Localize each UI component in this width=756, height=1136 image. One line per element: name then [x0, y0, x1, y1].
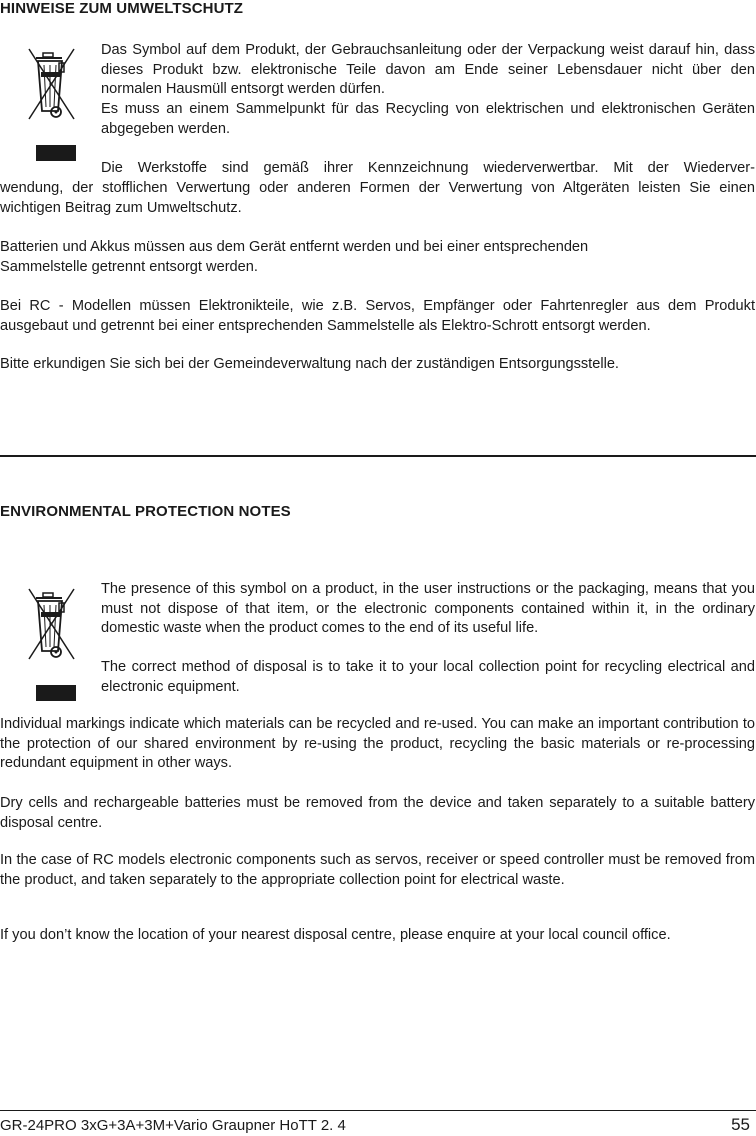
german-paragraph-3-rest: wendung, der stofflichen Verwertung oder anderen Formen der Verwertung von Altgeräten leisten Sie einen wichtigen Beitrag zum Umweltschutz.	[0, 180, 755, 216]
german-paragraph-5: Bei RC - Modellen müssen Elektronikteile, wie z.B. Servos, Empfänger oder Fahrtenregler aus dem Produkt ausgebaut und getrennt bei einer entsprechenden Sammelstelle als Elektro-Schrott entsorgt werden.	[0, 298, 755, 334]
weee-bin-icon	[28, 583, 76, 688]
german-paragraph-4-line-2: Sammelstelle getrennt entsorgt werden.	[0, 259, 258, 275]
german-paragraph-6: Bitte erkundigen Sie sich bei der Gemeindeverwaltung nach der zuständigen Entsorgungsstelle.	[0, 356, 619, 372]
weee-bar-mark	[36, 145, 76, 161]
german-paragraph-2: Es muss an einem Sammelpunkt für das Recycling von elektrischen und elektronischen Geräten abgegeben werden.	[101, 101, 755, 137]
german-heading: HINWEISE ZUM UMWELTSCHUTZ	[0, 0, 244, 17]
german-paragraph-4-line-1: Batterien und Akkus müssen aus dem Gerät entfernt werden und bei einer entsprechenden	[0, 239, 589, 255]
footer-rule	[0, 1110, 756, 1111]
english-paragraph-2: The correct method of disposal is to take it to your local collection point for recycling electrical and electronic equipment.	[101, 659, 755, 695]
section-divider	[0, 455, 756, 457]
german-paragraph-3-first-line: Die Werkstoffe sind gemäß ihrer Kennzeichnung wiederverwertbar. Mit der Wiederver-	[101, 160, 755, 176]
english-paragraph-5: In the case of RC models electronic components such as servos, receiver or speed controller must be removed from the product, and taken separately to the appropriate collection point for electrical waste.	[0, 852, 755, 888]
weee-bar-mark	[36, 685, 76, 701]
english-paragraph-4: Dry cells and rechargeable batteries must be removed from the device and taken separately to a suitable battery disposal centre.	[0, 795, 755, 831]
german-paragraph-1: Das Symbol auf dem Produkt, der Gebrauchsanleitung oder der Verpackung weist darauf hin, dass dieses Produkt bzw. elektronische Teile davon am Ende seiner Lebensdauer nicht über den normalen Hausmüll entsorgt werden dürfen.	[101, 42, 755, 98]
english-paragraph-3: Individual markings indicate which materials can be recycled and re-used. You can make an important contribution to the protection of our shared environment by re-using the product, recycling the basic materials or re-processing redundant equipment in other ways.	[0, 716, 755, 772]
footer-title: GR-24PRO 3xG+3A+3M+Vario Graupner HoTT 2. 4	[0, 1117, 346, 1134]
english-heading: ENVIRONMENTAL PROTECTION NOTES	[0, 503, 291, 520]
english-paragraph-6: If you don’t know the location of your nearest disposal centre, please enquire at your local council office.	[0, 927, 671, 943]
page-number: 55	[731, 1115, 750, 1134]
english-paragraph-1: The presence of this symbol on a product, in the user instructions or the packaging, means that you must not dispose of that item, or the electronic components contained within it, in the ordinary domestic waste when the product comes to the end of its useful life.	[101, 581, 755, 637]
